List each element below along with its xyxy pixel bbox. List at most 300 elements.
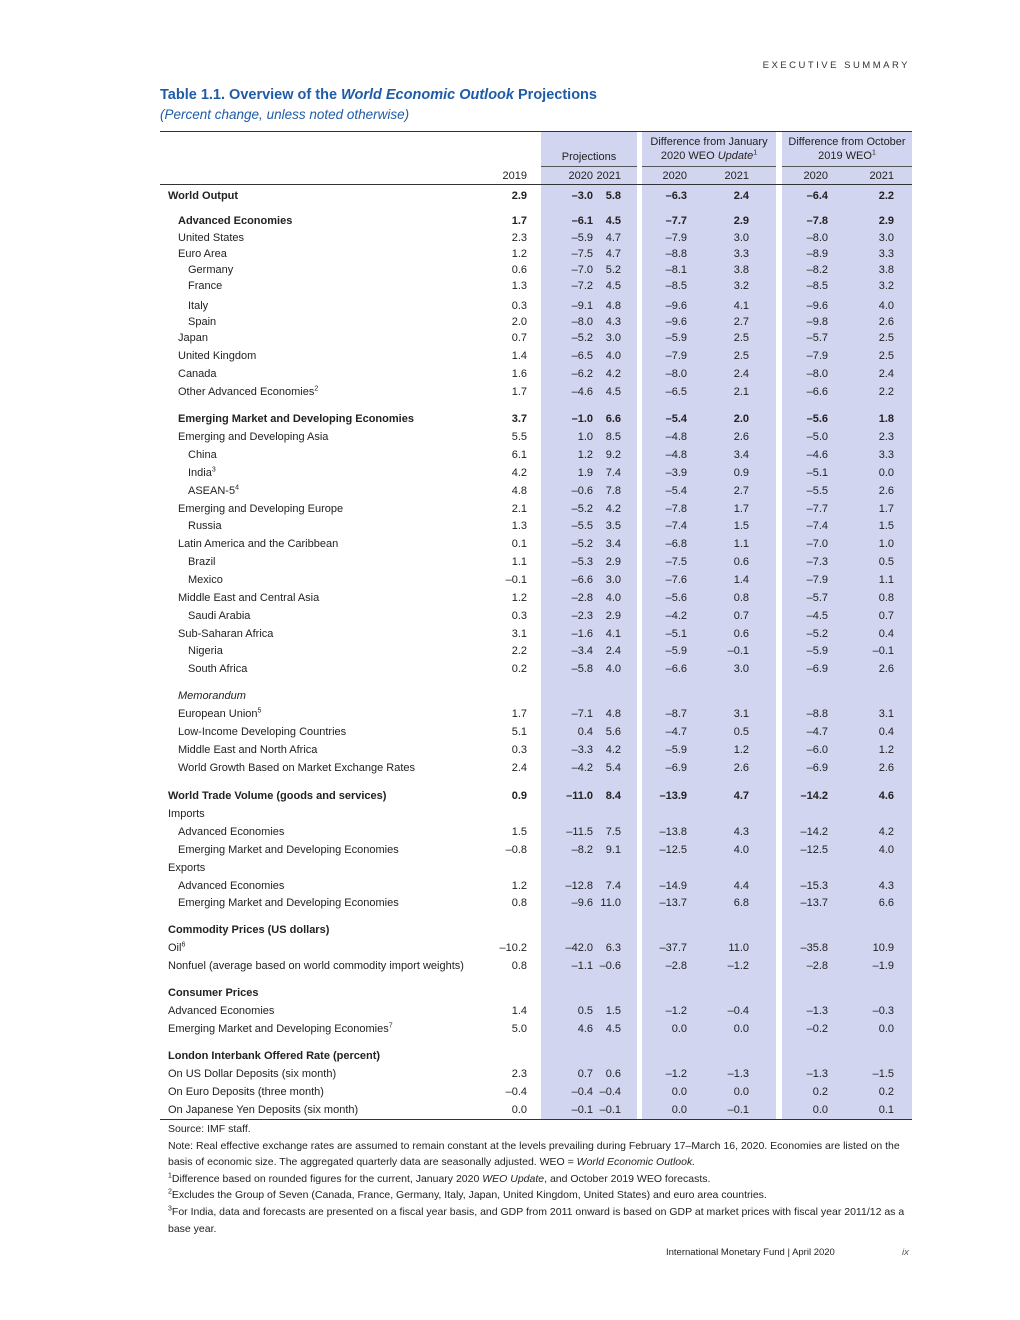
row-value: 0.1 (878, 1104, 894, 1116)
row-value: 0.2 (812, 1086, 828, 1098)
row-value: –5.2 (806, 628, 828, 640)
row-value: –5.9 (806, 645, 828, 657)
row-value: –6.5 (571, 350, 593, 362)
table-row (160, 958, 912, 974)
row-value: 4.3 (605, 316, 621, 328)
row-value: 0.5 (577, 1005, 593, 1017)
row-value: –4.8 (665, 431, 687, 443)
row-value: –5.4 (665, 485, 687, 497)
row-value: –3.0 (571, 190, 593, 202)
row-label: Advanced Economies (178, 215, 293, 227)
row-value: 0.6 (733, 556, 749, 568)
row-value: –7.0 (806, 538, 828, 550)
row-value: 2.6 (733, 431, 749, 443)
row-value: 1.1 (511, 556, 527, 568)
row-label: Consumer Prices (168, 987, 259, 999)
row-value: –8.8 (665, 248, 687, 260)
row-value: 2.3 (878, 431, 894, 443)
row-value: 2.2 (878, 190, 894, 202)
row-value: –5.6 (665, 592, 687, 604)
row-value: 3.5 (605, 520, 621, 532)
row-value: –4.8 (665, 449, 687, 461)
row-value: –6.3 (665, 190, 687, 202)
row-value: –5.9 (665, 744, 687, 756)
row-value: 4.2 (878, 826, 894, 838)
row-value: 0.8 (511, 960, 527, 972)
row-value: –10.2 (499, 942, 527, 954)
table-row (160, 878, 912, 894)
row-value: 2.7 (733, 485, 749, 497)
row-value: 4.0 (605, 663, 621, 675)
row-value: 0.6 (733, 628, 749, 640)
row-value: –8.0 (665, 368, 687, 380)
table-subtitle: (Percent change, unless noted otherwise) (160, 107, 410, 122)
table-row (160, 518, 912, 534)
row-value: –5.4 (665, 413, 687, 425)
row-value: 1.4 (733, 574, 749, 586)
row-value: 0.2 (511, 663, 527, 675)
table-row (160, 742, 912, 758)
row-value: 0.0 (878, 1023, 894, 1035)
row-value: 7.8 (605, 485, 621, 497)
row-value: –7.3 (806, 556, 828, 568)
header-projections: Projections (561, 151, 617, 163)
row-value: –5.2 (571, 538, 593, 550)
table-notes (168, 1121, 908, 1237)
row-value: –5.0 (806, 431, 828, 443)
row-value: 2.6 (878, 762, 894, 774)
row-value: 4.2 (605, 368, 621, 380)
row-value: –2.8 (806, 960, 828, 972)
table-row (160, 1048, 912, 1064)
page-number: ix (902, 1247, 909, 1258)
row-value: –9.6 (571, 897, 593, 909)
year-header-1: 2020 (568, 170, 593, 182)
header-underline-october (782, 166, 912, 167)
row-value: 0.0 (812, 1104, 828, 1116)
row-value: –0.3 (872, 1005, 894, 1017)
row-value: 1.0 (577, 431, 593, 443)
year-header-4: 2021 (724, 170, 749, 182)
row-value: –9.1 (571, 300, 593, 312)
row-value: 3.8 (733, 264, 749, 276)
row-value: –5.3 (571, 556, 593, 568)
row-label: Advanced Economies (168, 1005, 275, 1017)
row-label: Advanced Economies (178, 826, 285, 838)
row-value: 4.1 (605, 628, 621, 640)
row-label: Memorandum (178, 690, 246, 702)
row-value: 0.9 (733, 467, 749, 479)
table-row (160, 572, 912, 588)
row-value: 4.0 (878, 844, 894, 856)
row-value: –0.4 (571, 1086, 593, 1098)
row-value: 0.1 (511, 538, 527, 550)
note-main: Note: Real effective exchange rates are assumed to remain constant at the levels prevailing during February 17–March 16, 2020. Economies are listed on the basis of economic size. The aggregated quarterly data are seasonally adjusted. WEO = World Economic Outlook. (168, 1139, 900, 1169)
row-value: –11.0 (566, 790, 593, 802)
table-row (160, 724, 912, 740)
row-value: 2.4 (733, 190, 749, 202)
row-value: 2.5 (878, 332, 894, 344)
table-row (160, 483, 912, 499)
row-value: –9.6 (806, 300, 828, 312)
row-label: London Interbank Offered Rate (percent) (168, 1050, 381, 1062)
row-value: 0.3 (511, 744, 527, 756)
row-label: Middle East and North Africa (178, 744, 318, 756)
row-value: 6.1 (511, 449, 527, 461)
row-value: –0.1 (872, 645, 894, 657)
table-row (160, 262, 912, 278)
row-value: 0.7 (577, 1068, 593, 1080)
row-value: 4.5 (605, 386, 621, 398)
row-value: 5.0 (511, 1023, 527, 1035)
row-label: On US Dollar Deposits (six month) (168, 1068, 337, 1080)
year-header-0: 2019 (502, 170, 527, 182)
row-value: 3.7 (511, 413, 527, 425)
table-row (160, 760, 912, 776)
row-value: 4.5 (605, 1023, 621, 1035)
row-value: 4.0 (605, 592, 621, 604)
row-value: –5.7 (806, 592, 828, 604)
row-value: 3.2 (733, 280, 749, 292)
row-value: –8.7 (665, 708, 687, 720)
row-value: 4.6 (878, 790, 894, 802)
row-value: –1.3 (806, 1005, 828, 1017)
header-diff-january (642, 135, 776, 163)
row-value: 1.2 (577, 449, 593, 461)
row-value: –5.6 (806, 413, 828, 425)
row-value: –5.8 (571, 663, 593, 675)
row-label: Emerging Market and Developing Economies (178, 844, 399, 856)
row-value: –1.3 (806, 1068, 828, 1080)
row-value: –6.5 (665, 386, 687, 398)
row-value: 2.4 (733, 368, 749, 380)
row-value: 1.2 (511, 880, 527, 892)
row-value: 9.2 (605, 449, 621, 461)
row-value: –7.9 (665, 232, 687, 244)
row-value: 2.9 (733, 215, 749, 227)
row-value: –5.7 (806, 332, 828, 344)
row-label: India$^3$ (188, 466, 216, 479)
row-value: 3.1 (878, 708, 894, 720)
table-row (160, 922, 912, 938)
table-row (160, 788, 912, 804)
row-value: –8.5 (806, 280, 828, 292)
row-value: 2.4 (605, 645, 621, 657)
row-value: –0.1 (727, 645, 749, 657)
header-diff-october-line2: 2019 WEO$^1$ (818, 149, 876, 162)
table-row (160, 860, 912, 876)
row-label: Sub-Saharan Africa (178, 628, 274, 640)
row-value: 2.0 (511, 316, 527, 328)
header-diff-january-line2: 2020 WEO Update$^1$ (660, 149, 758, 162)
row-value: 8.5 (605, 431, 621, 443)
row-value: 2.2 (511, 645, 527, 657)
row-value: 0.3 (511, 300, 527, 312)
table-row (160, 1066, 912, 1082)
row-value: 2.6 (733, 762, 749, 774)
row-value: 7.4 (605, 880, 621, 892)
row-value: 3.4 (605, 538, 621, 550)
table-row (160, 348, 912, 364)
row-value: –8.0 (806, 232, 828, 244)
row-value: 0.3 (511, 610, 527, 622)
row-label: Low-Income Developing Countries (178, 726, 347, 738)
row-value: 3.3 (733, 248, 749, 260)
row-value: 6.3 (605, 942, 621, 954)
row-value: 4.0 (605, 350, 621, 362)
row-value: –3.9 (665, 467, 687, 479)
row-value: 4.5 (605, 215, 621, 227)
row-value: 0.0 (671, 1104, 687, 1116)
table-row (160, 384, 912, 400)
row-value: –8.5 (665, 280, 687, 292)
row-label: Emerging and Developing Europe (178, 503, 344, 515)
row-value: –7.8 (806, 215, 828, 227)
row-value: –0.6 (599, 960, 621, 972)
table-row (160, 688, 912, 704)
row-value: –5.2 (571, 332, 593, 344)
row-value: –37.7 (659, 942, 687, 954)
row-value: 4.7 (605, 248, 621, 260)
row-label: France (188, 280, 223, 292)
row-label: Oil$^6$ (168, 941, 186, 954)
row-value: –5.5 (571, 520, 593, 532)
row-value: 9.1 (605, 844, 621, 856)
row-value: 0.6 (605, 1068, 621, 1080)
row-label: World Growth Based on Market Exchange Rates (178, 762, 416, 774)
row-value: –12.5 (659, 844, 687, 856)
row-value: 4.3 (878, 880, 894, 892)
row-value: 0.8 (878, 592, 894, 604)
row-value: 4.2 (605, 503, 621, 515)
row-value: 1.7 (511, 386, 527, 398)
row-value: –4.5 (806, 610, 828, 622)
row-label: Advanced Economies (178, 880, 285, 892)
title-prefix: Table 1.1. Overview of the (160, 87, 342, 103)
row-value: 0.7 (511, 332, 527, 344)
row-value: 1.3 (511, 520, 527, 532)
row-value: 5.6 (605, 726, 621, 738)
row-value: 0.0 (671, 1023, 687, 1035)
row-value: 8.4 (605, 790, 621, 802)
row-label: Exports (168, 862, 206, 874)
row-label: Middle East and Central Asia (178, 592, 320, 604)
row-label: On Japanese Yen Deposits (six month) (168, 1104, 359, 1116)
row-value: –0.1 (505, 574, 527, 586)
row-value: –7.7 (806, 503, 828, 515)
row-label: European Union$^5$ (178, 707, 262, 720)
row-value: 0.4 (577, 726, 593, 738)
row-label: Commodity Prices (US dollars) (168, 924, 330, 936)
row-value: –1.3 (727, 1068, 749, 1080)
row-label: Emerging Market and Developing Economies (178, 897, 399, 909)
row-value: –6.4 (806, 190, 828, 202)
row-label: Latin America and the Caribbean (178, 538, 339, 550)
year-header-6: 2021 (869, 170, 894, 182)
row-value: 0.0 (878, 467, 894, 479)
row-value: –5.9 (665, 645, 687, 657)
row-value: –13.7 (659, 897, 687, 909)
row-value: 2.3 (511, 232, 527, 244)
row-value: 5.4 (605, 762, 621, 774)
row-value: 1.1 (733, 538, 749, 550)
header-underline-projections (541, 166, 637, 167)
row-value: 4.2 (511, 467, 527, 479)
row-value: –7.2 (571, 280, 593, 292)
row-value: –7.4 (665, 520, 687, 532)
note-source: Source: IMF staff. (168, 1123, 251, 1135)
table-row (160, 465, 912, 481)
table-row (160, 1003, 912, 1019)
header-diff-october-line1: Difference from October (788, 136, 906, 148)
row-value: 2.9 (878, 215, 894, 227)
row-value: 3.0 (733, 663, 749, 675)
table-row (160, 411, 912, 427)
table-row (160, 590, 912, 606)
row-value: –5.2 (571, 503, 593, 515)
row-value: 5.1 (511, 726, 527, 738)
row-value: 2.4 (511, 762, 527, 774)
row-value: –7.4 (806, 520, 828, 532)
row-value: –14.2 (800, 826, 828, 838)
row-label: Germany (188, 264, 234, 276)
page-footer: International Monetary Fund | April 2020 (666, 1247, 835, 1258)
row-value: –4.6 (571, 386, 593, 398)
row-value: –4.7 (806, 726, 828, 738)
row-label: On Euro Deposits (three month) (168, 1086, 324, 1098)
table-row (160, 985, 912, 1001)
table-row (160, 246, 912, 262)
row-value: –13.7 (800, 897, 828, 909)
row-value: 1.7 (733, 503, 749, 515)
row-value: 0.0 (733, 1023, 749, 1035)
table-row (160, 188, 912, 204)
footnote-3: $^3$For India, data and forecasts are presented on a fiscal year basis, and GDP from 2011 onward is based on GDP at market prices with fiscal year 2011/12 as a base year. (168, 1205, 905, 1235)
row-value: 0.5 (878, 556, 894, 568)
row-label: Emerging and Developing Asia (178, 431, 329, 443)
row-value: –12.8 (565, 880, 593, 892)
row-label: Italy (188, 300, 209, 312)
row-value: –6.6 (665, 663, 687, 675)
table-row (160, 940, 912, 956)
row-value: 0.9 (511, 790, 527, 802)
row-value: 3.0 (733, 232, 749, 244)
header-diff-october (782, 135, 912, 163)
row-value: –13.9 (659, 790, 687, 802)
row-value: 1.0 (878, 538, 894, 550)
top-rule (160, 131, 912, 132)
row-value: 0.2 (878, 1086, 894, 1098)
row-value: –42.0 (565, 942, 593, 954)
row-value: 3.4 (733, 449, 749, 461)
row-value: 0.7 (733, 610, 749, 622)
table-row (160, 366, 912, 382)
title-italic: World Economic Outlook (341, 87, 514, 103)
row-value: 2.6 (878, 316, 894, 328)
row-value: 2.2 (878, 386, 894, 398)
row-value: 4.8 (605, 708, 621, 720)
row-value: 4.8 (605, 300, 621, 312)
row-value: 0.5 (733, 726, 749, 738)
row-label: ASEAN-$5^4$ (188, 484, 239, 497)
row-value: 1.4 (511, 350, 527, 362)
row-value: –7.5 (571, 248, 593, 260)
row-value: –6.0 (806, 744, 828, 756)
row-label: South Africa (188, 663, 248, 675)
row-value: –7.0 (571, 264, 593, 276)
row-value: 1.2 (511, 248, 527, 260)
row-value: –7.1 (571, 708, 593, 720)
row-value: 2.0 (733, 413, 749, 425)
row-value: 6.8 (733, 897, 749, 909)
row-value: 5.5 (511, 431, 527, 443)
row-value: –14.2 (800, 790, 828, 802)
table-row (160, 1021, 912, 1037)
row-value: –7.9 (806, 350, 828, 362)
row-value: –7.5 (665, 556, 687, 568)
row-value: 1.5 (733, 520, 749, 532)
row-value: 0.8 (733, 592, 749, 604)
table-row (160, 608, 912, 624)
row-value: 1.4 (511, 1005, 527, 1017)
row-value: 10.9 (872, 942, 894, 954)
row-value: –5.9 (665, 332, 687, 344)
row-value: 11.0 (600, 897, 621, 909)
row-value: 0.0 (671, 1086, 687, 1098)
table-row (160, 447, 912, 463)
row-value: –4.6 (806, 449, 828, 461)
running-header: EXECUTIVE SUMMARY (762, 60, 910, 71)
row-value: 4.0 (878, 300, 894, 312)
row-value: 4.0 (733, 844, 749, 856)
row-value: –5.1 (806, 467, 828, 479)
row-label: Brazil (188, 556, 216, 568)
row-value: –7.9 (665, 350, 687, 362)
row-value: 0.7 (878, 610, 894, 622)
row-value: –9.6 (665, 316, 687, 328)
row-value: 1.1 (878, 574, 894, 586)
row-value: 2.1 (733, 386, 749, 398)
row-value: 3.0 (605, 574, 621, 586)
row-value: 2.1 (511, 503, 527, 515)
row-value: 4.2 (605, 744, 621, 756)
row-value: –6.6 (571, 574, 593, 586)
row-value: 2.4 (878, 368, 894, 380)
row-label: World Output (168, 190, 239, 202)
row-value: –6.8 (665, 538, 687, 550)
row-value: 1.2 (733, 744, 749, 756)
row-value: 2.6 (878, 663, 894, 675)
table-row (160, 661, 912, 677)
row-value: 0.4 (878, 628, 894, 640)
row-value: –35.8 (800, 942, 828, 954)
row-label: United States (178, 232, 245, 244)
row-value: –6.2 (571, 368, 593, 380)
row-value: 3.2 (878, 280, 894, 292)
row-value: 4.4 (733, 880, 749, 892)
row-value: –3.4 (571, 645, 593, 657)
row-label: World Trade Volume (goods and services) (168, 790, 387, 802)
row-label: Saudi Arabia (188, 610, 251, 622)
row-label: Emerging Market and Developing Economies$^7$ (168, 1022, 393, 1035)
row-value: –7.7 (665, 215, 687, 227)
table-row (160, 643, 912, 659)
table-row (160, 824, 912, 840)
row-value: 1.3 (511, 280, 527, 292)
row-value: 0.8 (511, 897, 527, 909)
table-row (160, 842, 912, 858)
table-row (160, 429, 912, 445)
